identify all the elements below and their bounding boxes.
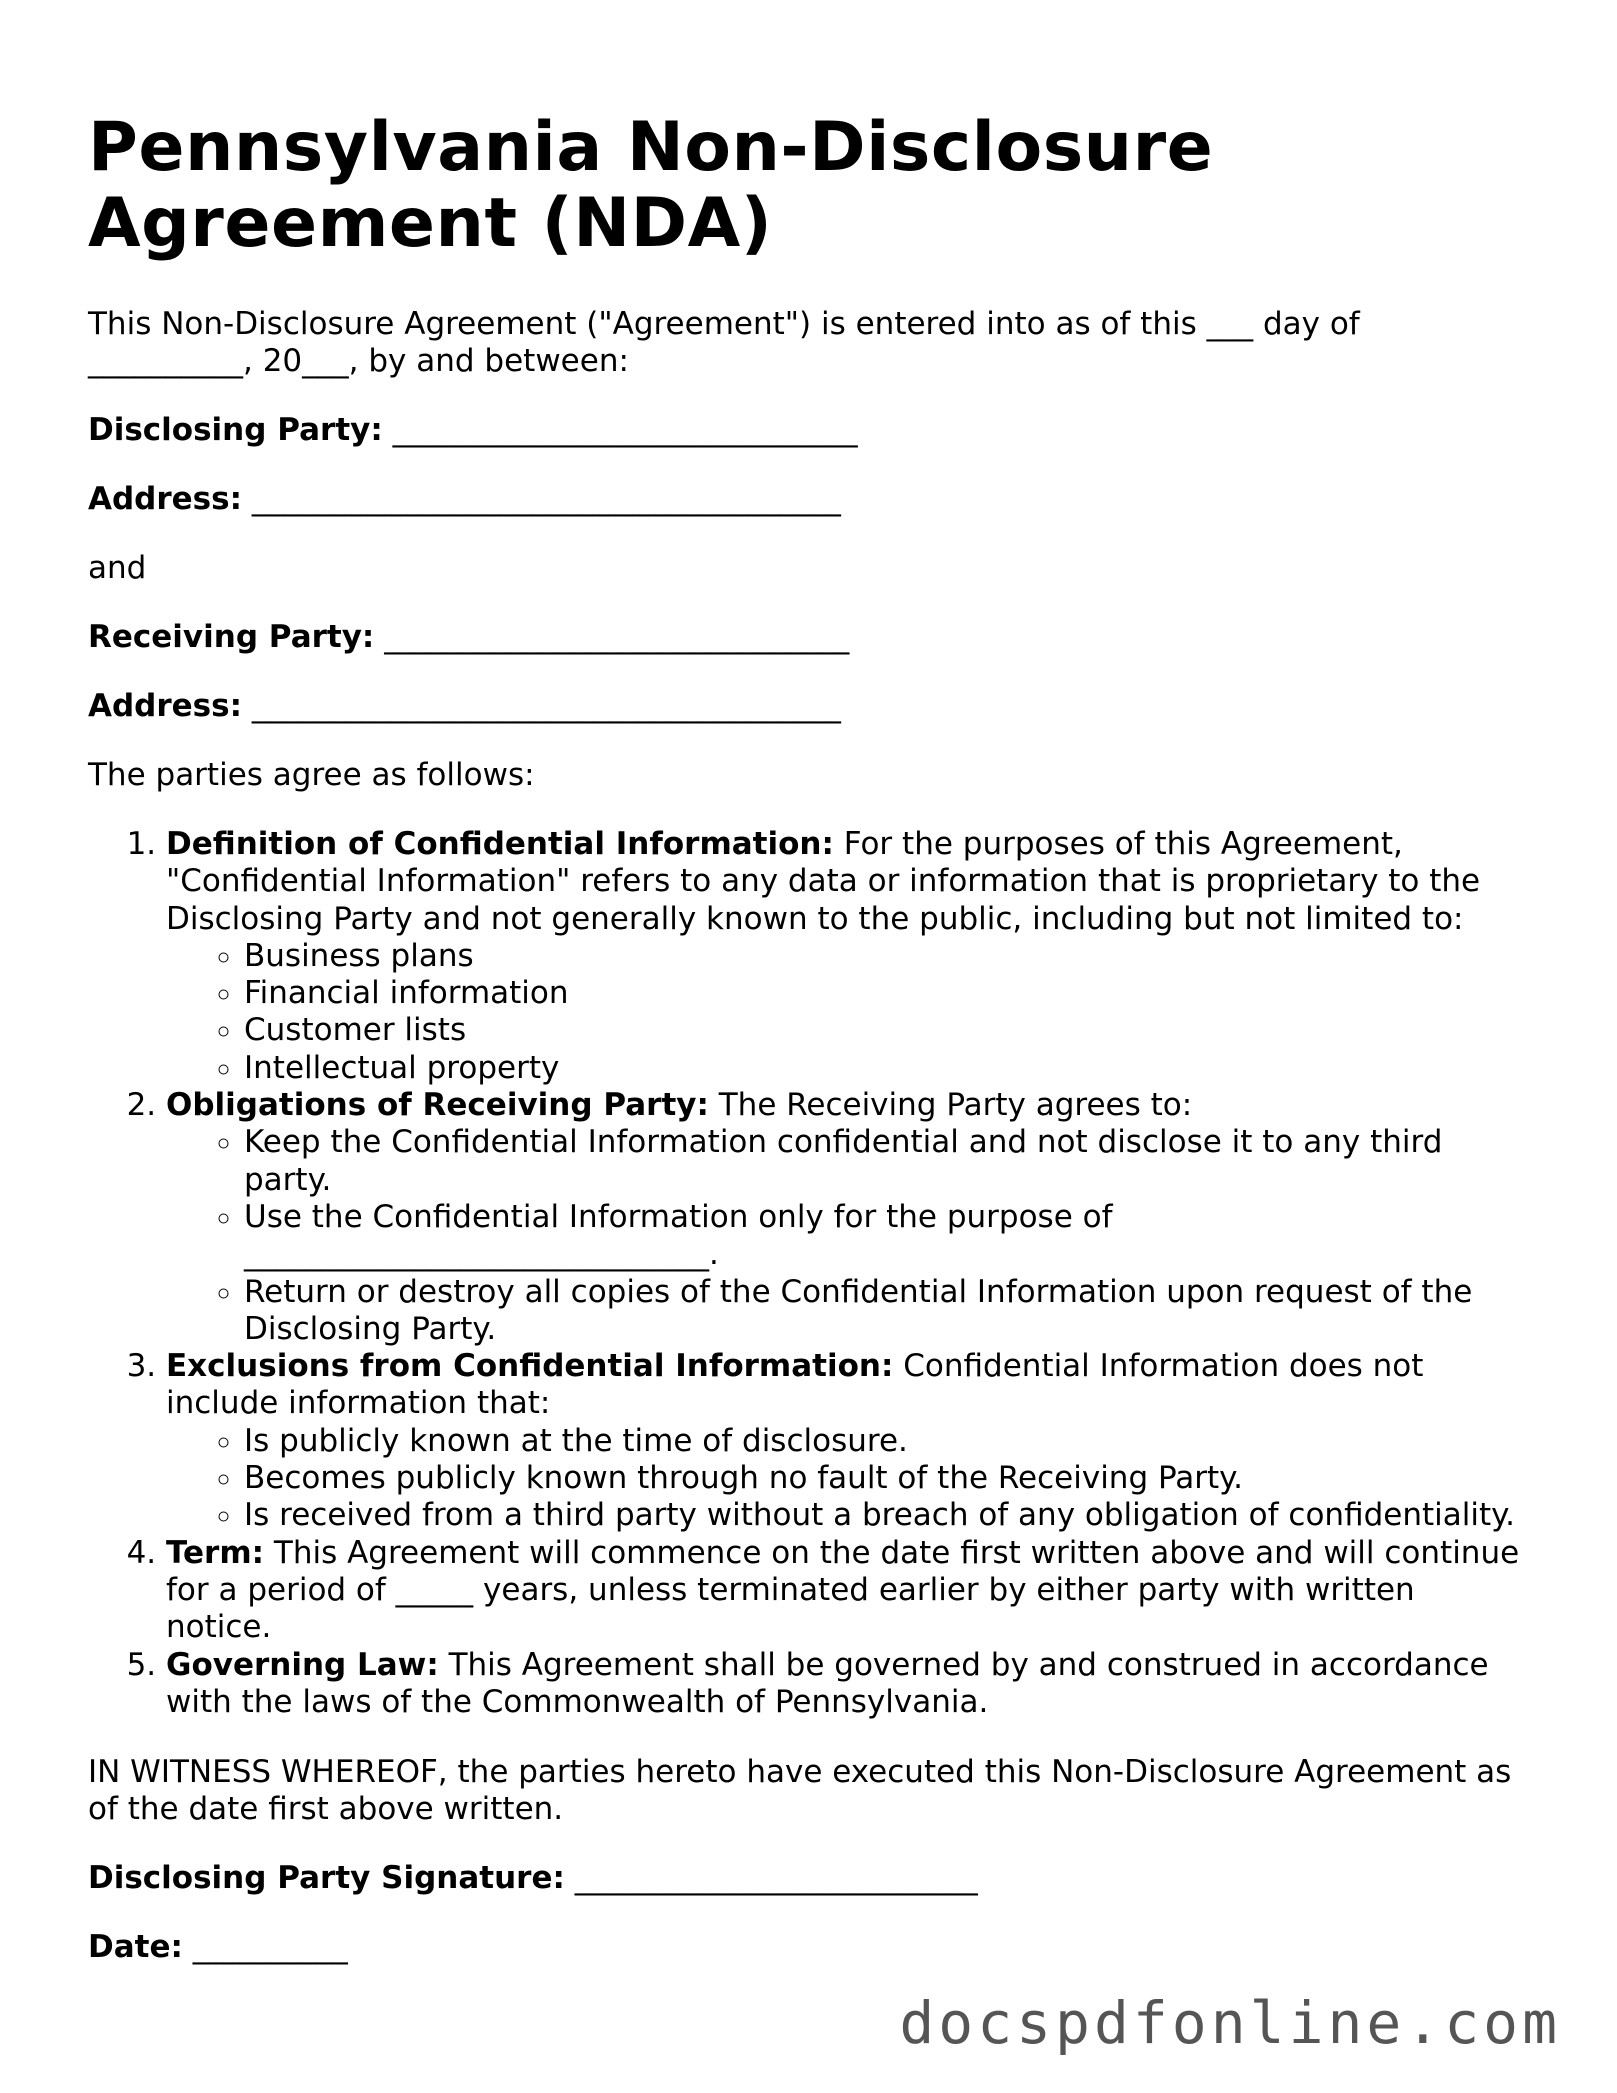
disclosing-party-field xyxy=(88,412,1528,449)
clause-3-items xyxy=(166,1423,1528,1535)
receiving-address-label: Address: xyxy=(88,688,242,724)
list-item: ◦ Becomes publicly known through no fault of the Receiving Party. xyxy=(244,1460,1528,1497)
list-item: ◦ Customer lists xyxy=(244,1012,1528,1049)
date-blank: __________ xyxy=(192,1929,348,1966)
list-item: ◦ Keep the Confidential Information confidential and not disclose it to any third party. xyxy=(244,1124,1528,1199)
disclosing-address-label: Address: xyxy=(88,481,242,517)
watermark: docspdfonline.com xyxy=(899,1989,1561,2057)
disclosing-address-field xyxy=(88,481,1528,518)
clause-4-heading: Term: xyxy=(166,1534,265,1571)
intro-paragraph: This Non-Disclosure Agreement ("Agreement") is entered into as of this ___ day of __________, 20___, by and between: xyxy=(88,306,1360,379)
document-page xyxy=(88,110,1528,1998)
list-item: ◦ Is received from a third party without a breach of any obligation of confidentiality. xyxy=(244,1497,1528,1534)
clause-5 xyxy=(166,1647,1528,1722)
clause-2-heading: Obligations of Receiving Party: xyxy=(166,1087,709,1124)
witness-paragraph: IN WITNESS WHEREOF, the parties hereto have executed this Non-Disclosure Agreement as of the date first above written. xyxy=(88,1754,1512,1828)
clause-1-items xyxy=(166,938,1528,1087)
clause-2-items xyxy=(166,1124,1528,1348)
clauses-list xyxy=(88,826,1528,1721)
clause-3 xyxy=(166,1348,1528,1534)
receiving-party-label: Receiving Party: xyxy=(88,619,375,655)
receiving-address-blank: ______________________________________ xyxy=(251,688,841,724)
disclosing-party-blank: ______________________________ xyxy=(392,412,858,448)
clause-3-text: Confidential Information does not include information that: xyxy=(166,1348,1424,1422)
disclosing-address-blank: ______________________________________ xyxy=(251,481,841,517)
date-field xyxy=(88,1929,1528,1966)
clause-4-text: This Agreement will commence on the date first written above and will continue for a period of _____ years, unless terminated earlier by either party with written notice. xyxy=(166,1534,1520,1646)
clause-5-heading: Governing Law: xyxy=(166,1646,439,1683)
clause-2 xyxy=(166,1087,1528,1348)
disclosing-party-label: Disclosing Party: xyxy=(88,412,383,448)
list-item: ◦ Financial information xyxy=(244,975,1528,1012)
page-title: Pennsylvania Non-Disclosure Agreement (NDA) xyxy=(88,108,1214,263)
receiving-address-field xyxy=(88,688,1528,725)
list-item: ◦ Return or destroy all copies of the Confidential Information upon request of the Disclosing Party. xyxy=(244,1274,1528,1349)
clause-1-text: For the purposes of this Agreement, "Confidential Information" refers to any data or information that is proprietary to the Disclosing Party and not generally known to the public, including but not limited to: xyxy=(166,826,1481,937)
list-item: ◦ Is publicly known at the time of disclosure. xyxy=(244,1423,1528,1460)
clause-2-text: The Receiving Party agrees to: xyxy=(708,1087,1193,1124)
list-item: ◦ Use the Confidential Information only for the purpose of ______________________________. xyxy=(244,1199,1528,1274)
list-item: ◦ Business plans xyxy=(244,938,1528,975)
signature-label: Disclosing Party Signature: xyxy=(88,1860,565,1897)
signature-field xyxy=(88,1860,1528,1897)
and-text: and xyxy=(88,550,147,586)
clause-4 xyxy=(166,1535,1528,1647)
clause-1-heading: Definition of Confidential Information: xyxy=(166,826,834,862)
receiving-party-field xyxy=(88,619,1528,656)
list-item: ◦ Intellectual property xyxy=(244,1050,1528,1087)
receiving-party-blank: ______________________________ xyxy=(384,619,850,655)
signature-blank: __________________________ xyxy=(574,1860,978,1897)
clause-1 xyxy=(166,826,1528,1087)
parties-agree-text: The parties agree as follows: xyxy=(88,757,535,793)
date-label: Date: xyxy=(88,1929,183,1966)
clause-3-heading: Exclusions from Confidential Information: xyxy=(166,1348,894,1385)
clause-5-text: This Agreement shall be governed by and construed in accordance with the laws of the Commonwealth of Pennsylvania. xyxy=(166,1646,1489,1720)
